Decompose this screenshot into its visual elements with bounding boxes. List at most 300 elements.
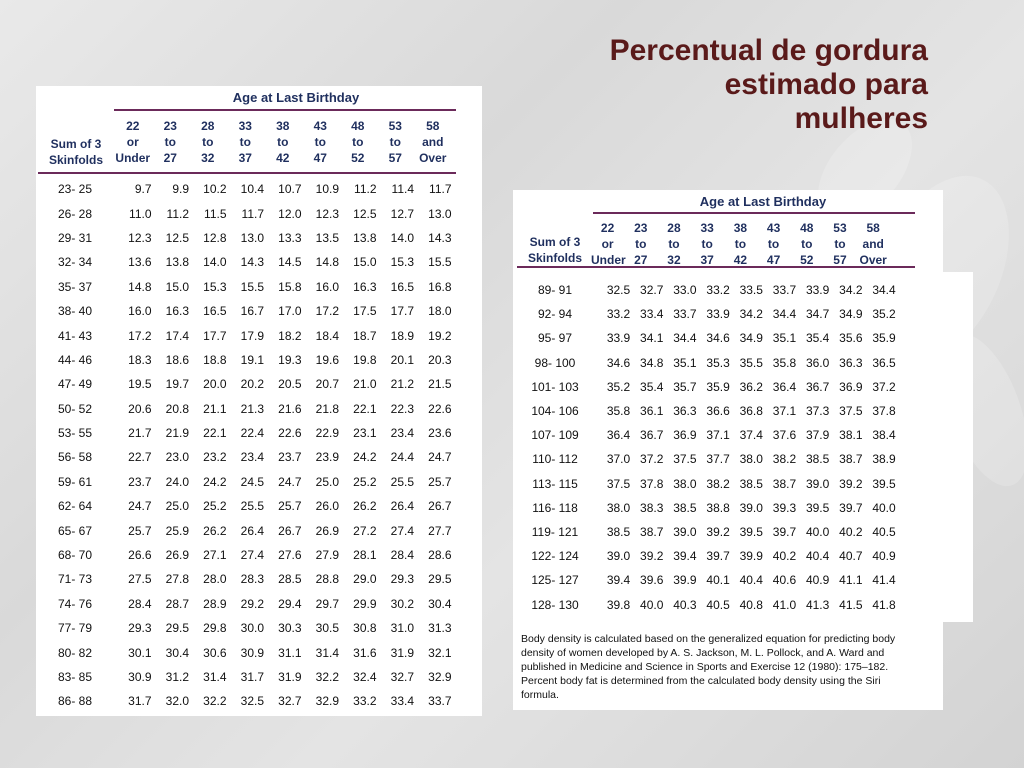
table-cell: 32.5 [240, 694, 264, 709]
column-header-line: 42 [276, 151, 290, 165]
table-cell: 29.3 [390, 572, 414, 587]
skinfold-table-right-body [513, 272, 973, 622]
table-cell: 40.0 [872, 500, 896, 515]
table-cell: 25.0 [165, 499, 189, 514]
table-cell: 15.0 [353, 255, 377, 270]
table-cell: 20.8 [165, 401, 189, 416]
table-cell: 38.7 [772, 476, 797, 491]
column-header-line: to [668, 237, 680, 251]
column-header-line: 58 [426, 119, 440, 133]
table-row [513, 302, 896, 326]
table-cell: 17.2 [315, 304, 339, 319]
table-cell: 39.2 [839, 476, 863, 491]
table-cell: 26.2 [353, 499, 377, 514]
table-cell: 38.4 [872, 428, 896, 443]
table-cell: 35.2 [606, 379, 631, 394]
table-cell: 29.0 [353, 572, 377, 587]
table-row [36, 250, 452, 274]
table-cell: 25.7 [128, 523, 152, 538]
column-header [189, 118, 227, 166]
table-cell: 38.5 [606, 524, 631, 539]
table-cell: 26.6 [128, 548, 152, 563]
table-cell: 19.8 [353, 352, 377, 367]
title-line-1: Percentual de gordura [609, 34, 928, 67]
table-row [36, 201, 452, 225]
table-cell: 41.8 [872, 597, 896, 612]
table-cell: 37.2 [640, 452, 664, 467]
column-header-line: to [352, 135, 364, 149]
table-cell: 11.7 [429, 182, 452, 197]
table-cell: 38.8 [706, 500, 730, 515]
table-cell: 32.9 [315, 694, 339, 709]
table-row [36, 348, 452, 372]
table-cell: 37.1 [706, 428, 730, 443]
table-cell: 39.3 [772, 500, 797, 515]
table-cell: 35.4 [805, 331, 830, 346]
table-row [513, 592, 896, 616]
table-cell: 39.6 [640, 573, 664, 588]
table-cell: 36.7 [805, 379, 830, 394]
column-header [302, 118, 340, 166]
table-cell: 25.2 [353, 474, 377, 489]
table-cell: 36.8 [739, 404, 763, 419]
column-header-line: to [389, 135, 401, 149]
skinfold-table-right-header [513, 190, 943, 272]
table-cell: 16.0 [315, 279, 339, 294]
footnote-line: formula. [521, 689, 559, 701]
table-cell: 21.5 [428, 377, 452, 392]
table-cell: 34.2 [739, 307, 763, 322]
table-cell: 19.1 [240, 352, 264, 367]
table-row [36, 226, 452, 250]
table-cell: 33.0 [673, 283, 697, 298]
table-row [36, 323, 452, 347]
table-cell: 17.5 [353, 304, 377, 319]
table-cell: 35.7 [673, 379, 697, 394]
table-cell: 24.5 [240, 474, 264, 489]
title-line-3: mulheres [794, 102, 928, 135]
table-cell: 17.7 [390, 304, 414, 319]
skinfold-range: 23- 25 [57, 182, 93, 197]
column-header-line: 48 [800, 221, 814, 235]
table-cell: 33.9 [606, 331, 631, 346]
table-cell: 33.5 [739, 283, 763, 298]
column-header-line: 57 [833, 253, 847, 267]
table-cell: 21.7 [128, 426, 152, 441]
table-cell: 27.2 [353, 523, 377, 538]
table-cell: 27.7 [428, 523, 452, 538]
skinfold-range: 56- 58 [57, 450, 93, 465]
table-cell: 11.2 [166, 206, 189, 221]
table-cell: 9.9 [172, 182, 189, 197]
table-cell: 26.7 [428, 499, 452, 514]
table-cell: 25.7 [278, 499, 302, 514]
table-cell: 35.9 [706, 379, 730, 394]
column-header [339, 118, 377, 166]
skinfold-range: 80- 82 [57, 645, 93, 660]
skinfold-range: 35- 37 [57, 279, 93, 294]
table-cell: 14.8 [315, 255, 339, 270]
table-row [513, 544, 896, 568]
table-cell: 36.1 [640, 404, 664, 419]
data-grid [513, 278, 896, 617]
table-cell: 41.5 [839, 597, 863, 612]
table-row [513, 278, 896, 302]
table-cell: 15.3 [203, 279, 227, 294]
column-header-line: and [422, 135, 444, 149]
table-cell: 18.0 [428, 304, 452, 319]
table-cell: 28.8 [315, 572, 339, 587]
table-cell: 28.9 [203, 596, 227, 611]
table-cell: 37.5 [839, 404, 863, 419]
table-cell: 22.3 [390, 401, 414, 416]
table-cell: 20.6 [128, 401, 152, 416]
table-cell: 22.1 [353, 401, 377, 416]
table-cell: 33.7 [673, 307, 697, 322]
column-header-line: 38 [733, 221, 748, 235]
table-cell: 13.0 [240, 230, 264, 245]
skinfold-range: 128- 130 [531, 597, 579, 612]
table-cell: 31.2 [165, 670, 189, 684]
table-cell: 16.0 [128, 304, 152, 319]
table-cell: 38.0 [673, 476, 697, 491]
column-header [152, 118, 190, 166]
table-cell: 17.2 [128, 328, 152, 343]
column-header-line: 48 [351, 119, 365, 133]
table-cell: 34.1 [640, 331, 664, 346]
table-cell: 16.8 [428, 279, 452, 294]
table-cell: 29.2 [240, 596, 264, 611]
table-cell: 19.6 [315, 352, 339, 367]
table-cell: 21.8 [315, 401, 339, 416]
column-header [823, 220, 856, 268]
table-cell: 24.7 [128, 499, 152, 514]
table-cell: 40.5 [706, 597, 730, 612]
table-cell: 19.7 [165, 377, 189, 392]
footnote [521, 632, 941, 702]
table-cell: 32.4 [353, 670, 377, 684]
table-cell: 27.1 [203, 548, 227, 563]
title-line-2: estimado para [724, 68, 928, 101]
table-cell: 21.0 [353, 377, 377, 392]
table-cell: 39.0 [739, 500, 763, 515]
skinfold-range: 77- 79 [57, 621, 93, 636]
table-cell: 27.4 [390, 523, 414, 538]
table-cell: 40.4 [805, 549, 830, 564]
table-row [36, 665, 452, 689]
table-cell: 32.1 [428, 645, 452, 660]
skinfold-range: 38- 40 [57, 304, 93, 319]
table-cell: 18.6 [165, 352, 189, 367]
table-cell: 12.0 [278, 206, 302, 221]
table-cell: 17.9 [240, 328, 264, 343]
table-cell: 31.9 [390, 645, 414, 660]
column-header [757, 220, 790, 268]
table-cell: 28.4 [128, 596, 152, 611]
skinfold-range: 86- 88 [57, 694, 93, 709]
table-cell: 23.4 [240, 450, 264, 465]
table-row [513, 351, 896, 375]
table-cell: 20.5 [278, 377, 302, 392]
column-header-line: 37 [700, 253, 714, 267]
table-cell: 39.0 [805, 476, 830, 491]
table-cell: 28.7 [165, 596, 189, 611]
table-cell: 24.2 [353, 450, 377, 465]
table-cell: 39.7 [839, 500, 863, 515]
table-row [513, 568, 896, 592]
table-cell: 10.9 [315, 182, 339, 197]
table-cell: 22.6 [428, 401, 452, 416]
table-row [36, 592, 452, 616]
column-header [857, 220, 890, 268]
column-header-line: to [635, 237, 647, 251]
column-header-line: 23 [634, 221, 648, 235]
skinfold-range: 83- 85 [57, 670, 93, 684]
table-cell: 35.4 [640, 379, 664, 394]
table-cell: 39.0 [673, 524, 697, 539]
table-cell: 29.5 [165, 621, 189, 636]
table-cell: 28.5 [278, 572, 302, 587]
table-cell: 34.4 [673, 331, 697, 346]
table-cell: 24.7 [428, 450, 452, 465]
table-cell: 32.2 [203, 694, 227, 709]
table-cell: 26.0 [315, 499, 339, 514]
table-cell: 36.7 [640, 428, 664, 443]
column-header-line: 27 [163, 151, 177, 165]
column-header-line: 43 [766, 221, 781, 235]
table-cell: 35.1 [673, 355, 697, 370]
skinfold-range: 101- 103 [531, 379, 579, 394]
table-cell: 11.4 [391, 182, 414, 197]
footnote-line: Body density is calculated based on the generalized equation for predicting body [521, 633, 896, 645]
row-header-line: Skinfolds [527, 251, 582, 265]
column-header-line: 42 [733, 253, 748, 267]
table-cell: 9.7 [134, 182, 152, 197]
column-header-line: 53 [833, 221, 847, 235]
column-header-line: or [126, 135, 139, 149]
column-header-line: to [314, 135, 326, 149]
table-cell: 37.6 [772, 428, 797, 443]
table-cell: 36.4 [772, 379, 797, 394]
table-cell: 39.5 [872, 476, 896, 491]
table-row [36, 445, 452, 469]
table-cell: 33.2 [353, 694, 377, 709]
table-cell: 32.5 [606, 283, 631, 298]
table-cell: 27.5 [128, 572, 152, 587]
table-cell: 23.1 [353, 426, 377, 441]
header-rule [114, 109, 456, 111]
table-cell: 41.3 [805, 597, 830, 612]
table-cell: 23.7 [128, 474, 152, 489]
table-cell: 20.7 [315, 377, 339, 392]
skinfold-range: 53- 55 [57, 426, 93, 441]
table-cell: 36.3 [839, 355, 863, 370]
table-cell: 18.7 [353, 328, 377, 343]
table-cell: 39.4 [606, 573, 631, 588]
table-cell: 39.5 [805, 500, 830, 515]
table-cell: 33.7 [772, 283, 797, 298]
table-cell: 34.4 [772, 307, 797, 322]
table-row [36, 567, 452, 591]
footnote-line: published in Medicine and Science in Sports and Exercise 12 (1980): 175–182. [521, 661, 889, 673]
row-header-line: Sum of 3 [529, 235, 581, 249]
skinfold-range: 92- 94 [537, 307, 573, 322]
table-cell: 18.8 [203, 352, 227, 367]
skinfold-range: 104- 106 [531, 404, 579, 419]
row-header-line: Skinfolds [48, 153, 103, 167]
table-cell: 35.8 [606, 404, 631, 419]
table-cell: 12.3 [128, 230, 152, 245]
table-cell: 40.8 [739, 597, 763, 612]
table-cell: 35.1 [772, 331, 797, 346]
table-cell: 41.4 [872, 573, 896, 588]
skinfold-range: 71- 73 [57, 572, 93, 587]
data-grid [36, 177, 452, 714]
table-cell: 32.7 [390, 670, 414, 684]
table-cell: 27.4 [240, 548, 264, 563]
table-cell: 36.6 [706, 404, 730, 419]
table-cell: 34.4 [872, 283, 896, 298]
table-cell: 40.0 [805, 524, 830, 539]
table-row [513, 375, 896, 399]
table-cell: 25.5 [390, 474, 414, 489]
table-cell: 39.0 [606, 549, 631, 564]
table-cell: 20.2 [240, 377, 264, 392]
table-cell: 41.0 [772, 597, 797, 612]
table-cell: 12.8 [203, 230, 227, 245]
table-cell: 13.3 [278, 230, 302, 245]
table-cell: 31.6 [353, 645, 377, 660]
table-row [36, 470, 452, 494]
table-cell: 23.2 [203, 450, 227, 465]
table-cell: 22.4 [240, 426, 264, 441]
table-cell: 23.0 [165, 450, 189, 465]
column-header-line: to [202, 135, 214, 149]
table-cell: 29.4 [278, 596, 302, 611]
skinfold-range: 107- 109 [531, 428, 579, 443]
table-cell: 37.5 [673, 452, 697, 467]
table-cell: 33.9 [805, 283, 830, 298]
table-cell: 30.5 [315, 621, 339, 636]
column-header-line: to [834, 237, 846, 251]
table-cell: 16.5 [390, 279, 414, 294]
table-cell: 30.9 [240, 645, 264, 660]
skinfold-range: 119- 121 [531, 524, 579, 539]
table-cell: 26.9 [165, 548, 189, 563]
table-cell: 38.5 [805, 452, 830, 467]
table-cell: 25.0 [315, 474, 339, 489]
table-cell: 16.7 [240, 304, 264, 319]
table-row [36, 640, 452, 664]
table-cell: 31.4 [203, 670, 227, 684]
table-cell: 39.2 [640, 549, 664, 564]
skinfold-range: 62- 64 [57, 499, 93, 514]
skinfold-range: 113- 115 [532, 476, 578, 491]
column-header [624, 220, 657, 268]
table-row [36, 616, 452, 640]
table-cell: 29.8 [203, 621, 227, 636]
table-row [513, 520, 896, 544]
column-header-line: to [734, 237, 747, 251]
table-row [36, 177, 452, 201]
table-cell: 40.2 [772, 549, 797, 564]
table-cell: 14.3 [428, 230, 452, 245]
table-cell: 12.7 [390, 206, 414, 221]
age-header: Age at Last Birthday [699, 194, 827, 209]
column-header-line: to [801, 237, 813, 251]
column-header [414, 118, 452, 166]
table-cell: 39.4 [673, 549, 697, 564]
table-cell: 32.0 [165, 694, 189, 709]
table-cell: 32.7 [640, 283, 664, 298]
table-cell: 31.9 [278, 670, 302, 684]
table-cell: 12.5 [353, 206, 377, 221]
table-cell: 28.0 [203, 572, 227, 587]
table-cell: 33.9 [706, 307, 730, 322]
column-header-line: 57 [388, 151, 402, 165]
column-header-line: to [239, 135, 251, 149]
table-cell: 29.5 [428, 572, 452, 587]
table-cell: 28.6 [428, 548, 452, 563]
column-header-line: Over [419, 151, 447, 165]
table-cell: 11.0 [129, 206, 152, 221]
table-cell: 14.3 [240, 255, 264, 270]
skinfold-range: 122- 124 [531, 549, 579, 564]
table-cell: 20.3 [428, 352, 452, 367]
table-cell: 38.2 [772, 452, 797, 467]
skinfold-range: 50- 52 [57, 401, 93, 416]
slide-title [548, 34, 928, 136]
table-cell: 13.8 [353, 230, 377, 245]
table-cell: 34.2 [839, 283, 863, 298]
table-cell: 39.2 [706, 524, 730, 539]
column-rule [38, 172, 456, 174]
table-cell: 18.3 [128, 352, 152, 367]
table-cell: 20.1 [390, 352, 414, 367]
skinfold-range: 65- 67 [57, 523, 93, 538]
table-cell: 32.7 [278, 694, 302, 709]
table-cell: 37.4 [739, 428, 763, 443]
column-header-line: 33 [238, 119, 252, 133]
column-header-line: or [601, 237, 614, 251]
table-cell: 10.7 [278, 182, 302, 197]
table-cell: 19.3 [278, 352, 302, 367]
table-cell: 19.2 [428, 328, 452, 343]
table-cell: 40.6 [772, 573, 797, 588]
skinfold-range: 116- 118 [532, 500, 578, 515]
table-cell: 22.7 [128, 450, 152, 465]
table-row [36, 494, 452, 518]
skinfold-range: 89- 91 [537, 283, 573, 298]
column-header [790, 220, 823, 268]
table-cell: 22.1 [203, 426, 227, 441]
table-cell: 33.2 [606, 307, 631, 322]
column-header-line: 28 [201, 119, 215, 133]
table-row [36, 397, 452, 421]
table-cell: 38.1 [839, 428, 863, 443]
table-cell: 31.7 [128, 694, 152, 709]
table-cell: 38.5 [673, 500, 697, 515]
table-cell: 37.9 [805, 428, 830, 443]
table-cell: 13.8 [165, 255, 189, 270]
table-cell: 35.9 [872, 331, 896, 346]
column-header-line: and [862, 237, 884, 251]
table-cell: 29.7 [315, 596, 339, 611]
skinfold-range: 41- 43 [57, 328, 93, 343]
age-header: Age at Last Birthday [232, 90, 360, 105]
skinfold-range: 32- 34 [57, 255, 93, 270]
skinfold-range: 110- 112 [532, 452, 578, 467]
